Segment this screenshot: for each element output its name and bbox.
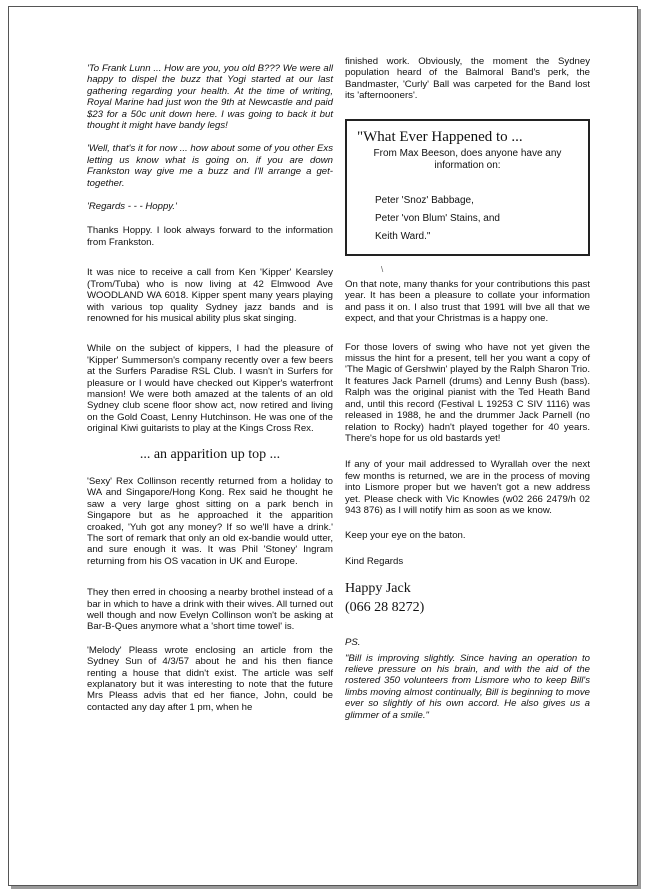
melody-pleass-paragraph: 'Melody' Pleass wrote enclosing an article from the Sydney Sun of 4/3/57 about he and his then fiance renting a house that didn't exist. The article was self explanatory but it was interesting to note that the future Mrs Pleass advis that ed her fiance, John, could be contacted any day after 1 pm, when he: [87, 644, 333, 713]
kipper-summerson-paragraph: While on the subject of kippers, I had the pleasure of 'Kipper' Summerson's company recently over a few beers at the Surfers Paradise RSL Club. I wasn't in Surfers for pleasure or I would have checked out Kipper's waterfront mansion! We were both amazed at the talents of an old Sydney club scene floor show act, now retired and living on the Gold Coast, Lenny Hutchinson. He was one of the original Kiwi guitarists to play at the Kings Cross Rex.: [87, 343, 333, 435]
signature-phone: (066 28 8272): [345, 600, 425, 616]
frank-lunn-paragraph: 'To Frank Lunn ... How are you, you old B??? We were all happy to dispel the buzz that Yogi started at our last gathering regarding your health. At the time of writing, Royal Marine had just won the 9th at Newcastle and paid $23 for a 50c unit down here. I was going to back it but thought it might have bandy legs!: [87, 63, 333, 132]
box-name-item: Keith Ward.": [375, 230, 431, 242]
hoppy-signoff: 'Regards - - - Hoppy.': [87, 201, 177, 213]
box-title: "What Ever Happened to ...: [357, 128, 523, 145]
curly-ball-paragraph: finished work. Obviously, the moment the Sydney population heard of the Balmoral Band's perk, the Bandmaster, 'Curly' Ball was carpeted for the Band lost its 'afternooners'.: [345, 56, 590, 102]
apparition-heading: ... an apparition up top ...: [139, 446, 281, 462]
ps-label: PS.: [345, 637, 361, 649]
left-column: [87, 63, 333, 713]
box-intro: From Max Beeson, does anyone have any information on:: [373, 147, 562, 171]
newsletter-page: [8, 6, 638, 886]
box-name-list: [357, 192, 578, 246]
ps-paragraph: "Bill is improving slightly. Since having an operation to relieve pressure on his brain, and with the aid of the rostered 350 volunteers from Lismore who to keep Bill's limbs moving almost continually, Bill is beginning to move ever so slightly of his own accord. He also gives us a glimmer of a smile.": [345, 652, 590, 721]
box-name-item: Peter 'Snoz' Babbage,: [375, 194, 474, 206]
moving-address-paragraph: If any of your mail addressed to Wyrallah over the next few months is returned, we are in the process of moving into Lismore proper but we haven't got a new address yet. Please check with Vic Knowles (w02 266 2479/h 02 943 876) as I will notify him as soon as we know.: [345, 459, 590, 516]
kipper-kearsley-paragraph: It was nice to receive a call from Ken 'Kipper' Kearsley (Trom/Tuba) who is now living at 42 Elmwood Ave WOODLAND WA 6018. Kipper spent many years playing with various top quality Sydney jazz bands and is renowned for his musical ability plus skat singing.: [87, 267, 333, 324]
right-column: [345, 56, 590, 721]
box-name-item: Peter 'von Blum' Stains, and: [375, 212, 500, 224]
what-ever-happened-box: [345, 119, 590, 256]
contributions-paragraph: On that note, many thanks for your contributions this past year. It has been a pleasure to collate your information and pass it on. I also trust that 1991 will bve all that we expect, and that your Christmas is a happy one.: [345, 279, 590, 325]
signature-name: Happy Jack: [345, 581, 411, 597]
brothel-paragraph: They then erred in choosing a nearby brothel instead of a bar in which to have a drink with their wives. All turned out well though and now Evelyn Collinson won't be asking at Bar-B-Ques anymore what a 'short time towel' is.: [87, 587, 333, 633]
get-together-paragraph: 'Well, that's it for now ... how about some of you other Exs letting us know what is going on. if you are down Frankston way give me a buzz and I'll arrange a get-together.: [87, 143, 333, 189]
stray-mark: \: [381, 264, 384, 274]
baton-line: Keep your eye on the baton.: [345, 530, 466, 542]
gershwin-record-paragraph: For those lovers of swing who have not yet given the missus the hint for a present, tell her you want a copy of 'The Magic of Gershwin' played by the Ralph Sharon Trio. It features Jack Parnell (drums) and Lenny Bush (bass). Ralph was the original pianist with the Ted Heath Band and, until this record (Festival L 19253 C SIV 1116) was released in 1988, he and the drummer Jack Parnell (no relation to Rocky) hadn't played together for 40 years. There's hope for us old bastards yet!: [345, 341, 590, 444]
thanks-hoppy-paragraph: Thanks Hoppy. I look always forward to the information from Frankston.: [87, 225, 333, 248]
rex-collinson-paragraph: 'Sexy' Rex Collinson recently returned from a holiday to WA and Singapore/Hong Kong. Rex said he thought he saw a very large ghost sitting on a park bench in Singapore but as he approached it the apparition croaked, 'Yuh got any money? If so we'll have a drink.' The sort of remark that only an old ex-bandie would utter, and sure enough it was. It was Phil 'Stoney' Ingram returning from his OS vacation in UK and Europe.: [87, 475, 333, 567]
kind-regards-line: Kind Regards: [345, 555, 404, 567]
